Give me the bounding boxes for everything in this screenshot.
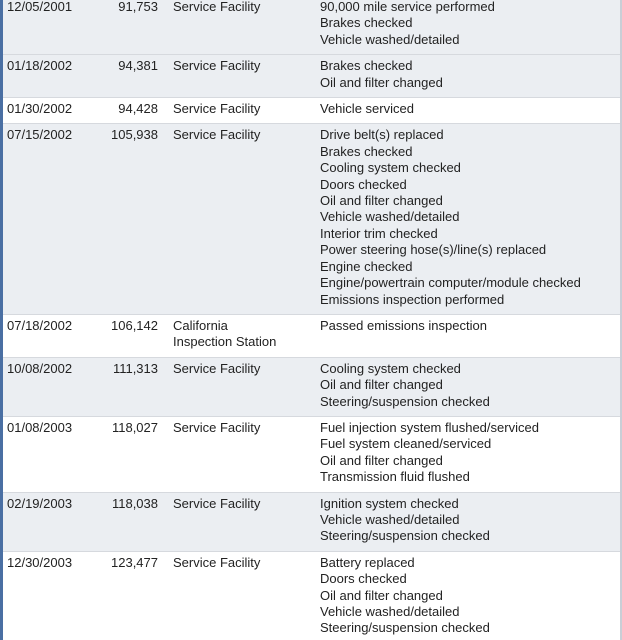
record-mileage: 123,477 (84, 551, 173, 640)
record-mileage: 118,038 (84, 492, 173, 551)
record-comments (320, 357, 620, 416)
record-mileage: 118,027 (84, 416, 173, 492)
comment-line: Doors checked (320, 176, 407, 192)
comment-line: Vehicle washed/detailed (320, 209, 460, 225)
comment-line: Steering/suspension checked (320, 528, 490, 544)
history-record-row (0, 55, 620, 98)
record-date: 01/30/2002 (0, 98, 84, 124)
comment-line: Passed emissions inspection (320, 317, 487, 333)
record-source (173, 55, 320, 98)
record-comments (320, 492, 620, 551)
left-border (0, 0, 3, 640)
record-comments (320, 124, 620, 314)
record-date: 12/30/2003 (0, 551, 84, 640)
record-source (173, 124, 320, 314)
record-mileage: 111,313 (84, 357, 173, 416)
record-source (173, 492, 320, 551)
source-line: Service Facility (173, 360, 261, 376)
record-mileage: 106,142 (84, 314, 173, 357)
comment-line: Oil and filter changed (320, 377, 443, 393)
record-source (173, 551, 320, 640)
record-date: 10/08/2002 (0, 357, 84, 416)
source-line: Service Facility (173, 554, 261, 570)
source-line: Service Facility (173, 127, 261, 143)
record-date: 07/15/2002 (0, 124, 84, 314)
record-comments (320, 98, 620, 124)
record-date: 07/18/2002 (0, 314, 84, 357)
comment-line: Drive belt(s) replaced (320, 127, 444, 143)
record-mileage: 94,428 (84, 98, 173, 124)
comment-line: Vehicle serviced (320, 101, 414, 117)
record-date: 01/08/2003 (0, 416, 84, 492)
source-line: Service Facility (173, 419, 261, 435)
record-comments (320, 0, 620, 55)
comment-line: 90,000 mile service performed (320, 0, 495, 14)
source-line: Service Facility (173, 101, 261, 117)
history-record-row (0, 0, 620, 55)
comment-line: Fuel system cleaned/serviced (320, 436, 492, 452)
record-source (173, 98, 320, 124)
comment-line: Brakes checked (320, 143, 413, 159)
record-mileage: 91,753 (84, 0, 173, 55)
record-source (173, 357, 320, 416)
history-record-row (0, 357, 620, 416)
source-line: Service Facility (173, 0, 261, 14)
comment-line: Transmission fluid flushed (320, 469, 470, 485)
history-record-row (0, 492, 620, 551)
comment-line: Steering/suspension checked (320, 620, 490, 636)
record-comments (320, 551, 620, 640)
comment-line: Vehicle washed/detailed (320, 511, 460, 527)
record-date: 12/05/2001 (0, 0, 84, 55)
history-record-row (0, 416, 620, 492)
record-source (173, 416, 320, 492)
history-record-row (0, 124, 620, 314)
source-line: Inspection Station (173, 334, 277, 350)
comment-line: Battery replaced (320, 554, 415, 570)
comment-line: Vehicle washed/detailed (320, 31, 460, 47)
record-comments (320, 416, 620, 492)
comment-line: Ignition system checked (320, 495, 459, 511)
history-record-row (0, 314, 620, 357)
comment-line: Engine checked (320, 258, 413, 274)
record-comments (320, 55, 620, 98)
comment-line: Oil and filter changed (320, 452, 443, 468)
comment-line: Power steering hose(s)/line(s) replaced (320, 242, 547, 258)
comment-line: Brakes checked (320, 58, 413, 74)
comment-line: Oil and filter changed (320, 587, 443, 603)
comment-line: Emissions inspection performed (320, 291, 505, 307)
record-comments (320, 314, 620, 357)
comment-line: Vehicle washed/detailed (320, 604, 460, 619)
record-date: 01/18/2002 (0, 55, 84, 98)
comment-line: Cooling system checked (320, 360, 461, 376)
source-line: California (173, 317, 228, 333)
record-mileage: 105,938 (84, 124, 173, 314)
record-date: 02/19/2003 (0, 492, 84, 551)
comment-line: Oil and filter changed (320, 74, 443, 90)
record-source (173, 0, 320, 55)
source-line: Service Facility (173, 495, 261, 511)
comment-line: Doors checked (320, 571, 407, 587)
comment-line: Fuel injection system flushed/serviced (320, 419, 539, 435)
history-record-row (0, 98, 620, 124)
history-record-row (0, 551, 620, 640)
record-mileage: 94,381 (84, 55, 173, 98)
comment-line: Oil and filter changed (320, 193, 443, 209)
comment-line: Brakes checked (320, 15, 413, 31)
comment-line: Cooling system checked (320, 160, 461, 176)
comment-line: Interior trim checked (320, 225, 438, 241)
source-line: Service Facility (173, 58, 261, 74)
comment-line: Steering/suspension checked (320, 393, 490, 409)
comment-line: Engine/powertrain computer/module checked (320, 275, 581, 291)
record-source (173, 314, 320, 357)
